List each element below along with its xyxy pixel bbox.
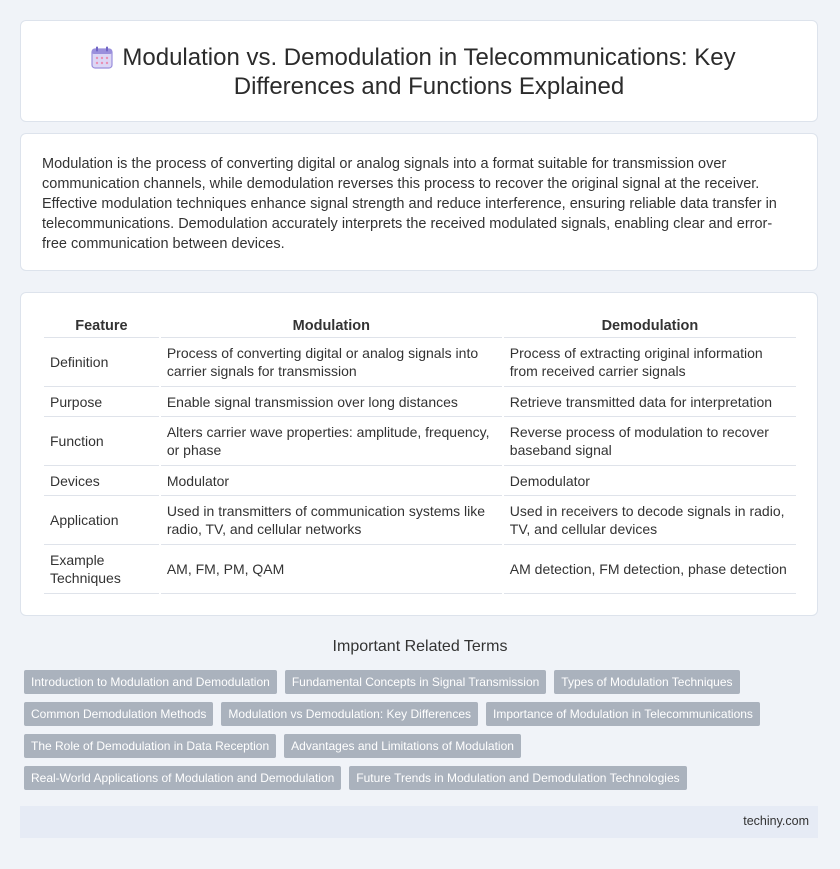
comparison-card (20, 292, 818, 616)
modulation-cell: Used in transmitters of communication systems like radio, TV, and cellular networks (161, 496, 502, 545)
tag-row (24, 670, 804, 694)
feature-cell: Function (44, 417, 159, 466)
related-term-tag[interactable]: Real-World Applications of Modulation and Demodulation (24, 766, 341, 790)
page-title: Modulation vs. Demodulation in Telecommunications: Key Differences and Functions Explained (122, 44, 736, 100)
header-modulation: Modulation (161, 313, 502, 338)
feature-cell: Application (44, 496, 159, 545)
demodulation-cell: Retrieve transmitted data for interpretation (504, 387, 796, 417)
table-row (44, 496, 796, 545)
footer (20, 806, 818, 838)
related-term-tag[interactable]: Modulation vs Demodulation: Key Differences (221, 702, 478, 726)
related-term-tag[interactable]: Advantages and Limitations of Modulation (284, 734, 521, 758)
feature-cell: Example Techniques (44, 545, 159, 594)
intro-card (20, 133, 818, 271)
table-row (44, 545, 796, 594)
demodulation-cell: AM detection, FM detection, phase detection (504, 545, 796, 594)
modulation-cell: Modulator (161, 466, 502, 496)
table-row (44, 466, 796, 496)
table-header-row (44, 313, 796, 338)
modulation-cell: AM, FM, PM, QAM (161, 545, 502, 594)
related-term-tag[interactable]: Common Demodulation Methods (24, 702, 213, 726)
table-row (44, 417, 796, 466)
related-term-tag[interactable]: Fundamental Concepts in Signal Transmission (285, 670, 546, 694)
tag-row (24, 702, 804, 726)
demodulation-cell: Demodulator (504, 466, 796, 496)
modulation-cell: Enable signal transmission over long distances (161, 387, 502, 417)
demodulation-cell: Reverse process of modulation to recover baseband signal (504, 417, 796, 466)
related-term-tag[interactable]: The Role of Demodulation in Data Reception (24, 734, 276, 758)
related-term-tag[interactable]: Types of Modulation Techniques (554, 670, 739, 694)
feature-cell: Devices (44, 466, 159, 496)
related-term-tag[interactable]: Future Trends in Modulation and Demodulation Technologies (349, 766, 686, 790)
header-feature: Feature (44, 313, 159, 338)
feature-cell: Definition (44, 338, 159, 387)
modulation-cell: Process of converting digital or analog signals into carrier signals for transmission (161, 338, 502, 387)
table-row (44, 387, 796, 417)
modulation-cell: Alters carrier wave properties: amplitude, frequency, or phase (161, 417, 502, 466)
related-term-tag[interactable]: Importance of Modulation in Telecommunications (486, 702, 760, 726)
intro-paragraph: Modulation is the process of converting digital or analog signals into a format suitable for transmission over communication channels, while demodulation reverses this process to recover the original signal at the receiver. Effective modulation techniques enhance signal strength and reduce interference, ensuring reliable data transfer in telecommunications. Demodulation accurately interprets the received modulated signals, enabling clear and error-free communication between devices. (42, 156, 777, 252)
comparison-table (42, 313, 798, 594)
footer-site[interactable]: techiny.com (743, 814, 809, 828)
title-card (20, 20, 818, 122)
table-row (44, 338, 796, 387)
tag-row (24, 766, 804, 790)
demodulation-cell: Used in receivers to decode signals in radio, TV, and cellular devices (504, 496, 796, 545)
related-terms-list (24, 670, 804, 798)
header-demodulation: Demodulation (504, 313, 796, 338)
feature-cell: Purpose (44, 387, 159, 417)
related-terms-title: Important Related Terms (332, 638, 508, 655)
demodulation-cell: Process of extracting original information from received carrier signals (504, 338, 796, 387)
tag-row (24, 734, 804, 758)
related-term-tag[interactable]: Introduction to Modulation and Demodulation (24, 670, 277, 694)
